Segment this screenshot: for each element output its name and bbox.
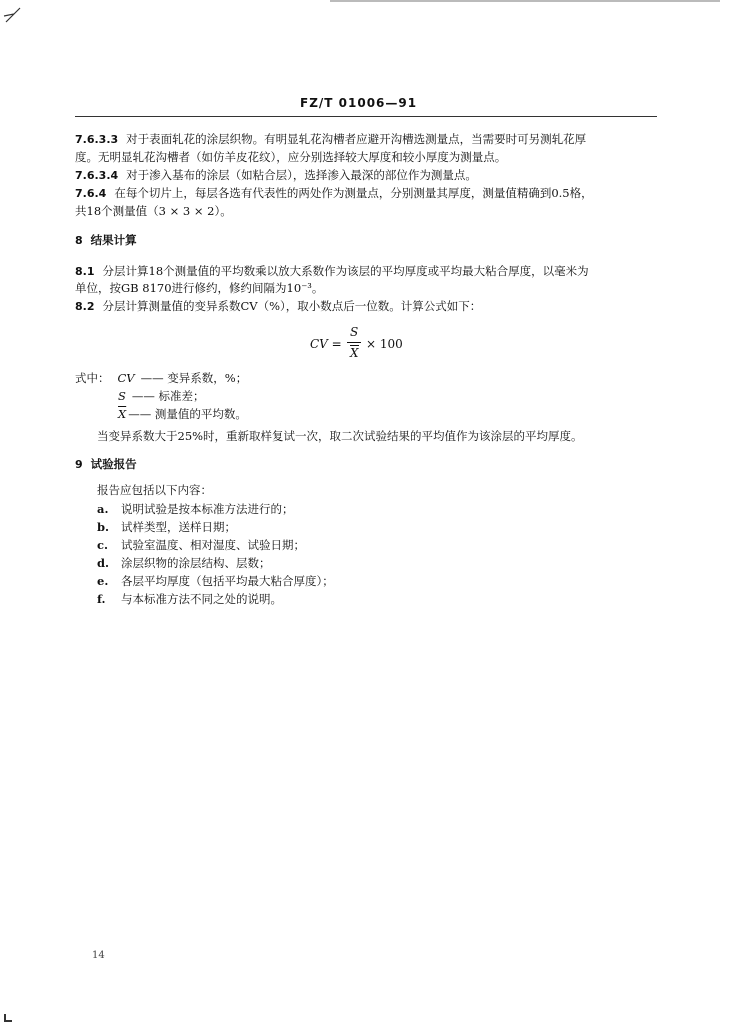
- list-item: [97, 539, 305, 552]
- list-text: 各层平均厚度（包括平均最大粘合厚度）；: [121, 574, 334, 588]
- page-number: 14: [92, 950, 105, 961]
- section-number: 8.2: [75, 300, 95, 313]
- scan-corner-mark: [0, 0, 40, 30]
- list-label: a.: [97, 502, 109, 516]
- section-text: 分层计算测量值的变异系数CV（%），取小数点后一位数。计算公式如下：: [102, 299, 482, 313]
- formula-rhs: × 100: [366, 337, 403, 351]
- list-text: 试样类型，送样日期；: [121, 520, 236, 534]
- report-intro-text: 报告应包括以下内容：: [97, 483, 212, 497]
- list-item: [97, 521, 236, 534]
- list-label: c.: [97, 538, 109, 552]
- legend-intro: 式中：: [75, 371, 110, 385]
- page-header-standard-id: FZ/T 01006—91: [300, 96, 418, 110]
- fraction-bar: [347, 342, 361, 343]
- section-text: 共18个测量值（3 × 3 × 2）。: [75, 204, 232, 218]
- section-7-6-3-3-line1: [75, 133, 586, 146]
- section-7-6-3-4-line1: [75, 169, 477, 182]
- section-number: 7.6.4: [75, 187, 107, 200]
- legend-symbol: CV: [117, 371, 135, 385]
- report-intro: [97, 484, 212, 497]
- formula-lhs: CV =: [310, 337, 342, 351]
- section-7-6-4-line2: [75, 205, 232, 218]
- legend-desc: —— 测量值的平均数。: [128, 407, 247, 421]
- section-text: 度。无明显轧花沟槽者（如仿羊皮花纹），应分别选择较大厚度和较小厚度为测量点。: [75, 150, 507, 164]
- legend-s: [118, 390, 205, 403]
- section-text: 单位，按GB 8170进行修约，修约间隔为10⁻³。: [75, 281, 324, 295]
- list-label: b.: [97, 520, 110, 534]
- section-title: 试验报告: [90, 457, 137, 471]
- section-text: 对于渗入基布的涂层（如粘合层），选择渗入最深的部位作为测量点。: [126, 168, 477, 182]
- formula-numerator: S: [350, 325, 359, 339]
- legend-symbol: S: [118, 389, 126, 403]
- section-number: 8.1: [75, 265, 95, 278]
- section-7-6-3-3-line2: [75, 151, 506, 164]
- scan-top-edge-mark: [330, 0, 720, 2]
- list-label: e.: [97, 574, 109, 588]
- legend-desc: —— 变异系数，%；: [140, 371, 248, 385]
- section-9-heading: [75, 458, 137, 471]
- section-8-1-line2: [75, 282, 323, 295]
- list-item: [97, 503, 294, 516]
- section-8-2-line1: [75, 300, 481, 313]
- section-title: 结果计算: [90, 233, 137, 247]
- list-item: [97, 557, 271, 570]
- legend-symbol: $\overline{X}$: [118, 407, 127, 421]
- list-text: 与本标准方法不同之处的说明。: [121, 592, 282, 606]
- section-number: 8: [75, 234, 83, 247]
- section-number: 7.6.3.3: [75, 133, 119, 146]
- list-item: [97, 575, 334, 588]
- legend-note: [97, 430, 583, 443]
- legend-desc: —— 标准差；: [131, 389, 205, 403]
- list-text: 涂层织物的涂层结构、层数；: [121, 556, 271, 570]
- header-rule: [75, 116, 657, 117]
- legend-note-text: 当变异系数大于25%时，重新取样复试一次，取二次试验结果的平均值作为该涂层的平均厚度。: [97, 429, 583, 443]
- formula-denominator: X: [350, 346, 359, 360]
- list-text: 说明试验是按本标准方法进行的；: [121, 502, 294, 516]
- section-7-6-4-line1: [75, 187, 593, 200]
- list-label: d.: [97, 556, 110, 570]
- list-item: [97, 593, 282, 606]
- legend-cv: [75, 372, 247, 385]
- section-8-1-line1: [75, 265, 589, 278]
- section-text: 对于表面轧花的涂层织物。有明显轧花沟槽者应避开沟槽选测量点，当需要时可另测轧花厚: [126, 132, 587, 146]
- section-number: 9: [75, 458, 83, 471]
- scan-bottom-corner-mark: [4, 1014, 12, 1022]
- legend-x: [118, 408, 247, 421]
- section-8-heading: [75, 234, 137, 247]
- section-text: 在每个切片上，每层各选有代表性的两处作为测量点，分别测量其厚度，测量值精确到0.5格，: [114, 186, 593, 200]
- section-text: 分层计算18个测量值的平均数乘以放大系数作为该层的平均厚度或平均最大粘合厚度，以毫米为: [102, 264, 589, 278]
- list-text: 试验室温度、相对湿度、试验日期；: [121, 538, 305, 552]
- section-number: 7.6.3.4: [75, 169, 119, 182]
- list-label: f.: [97, 592, 106, 606]
